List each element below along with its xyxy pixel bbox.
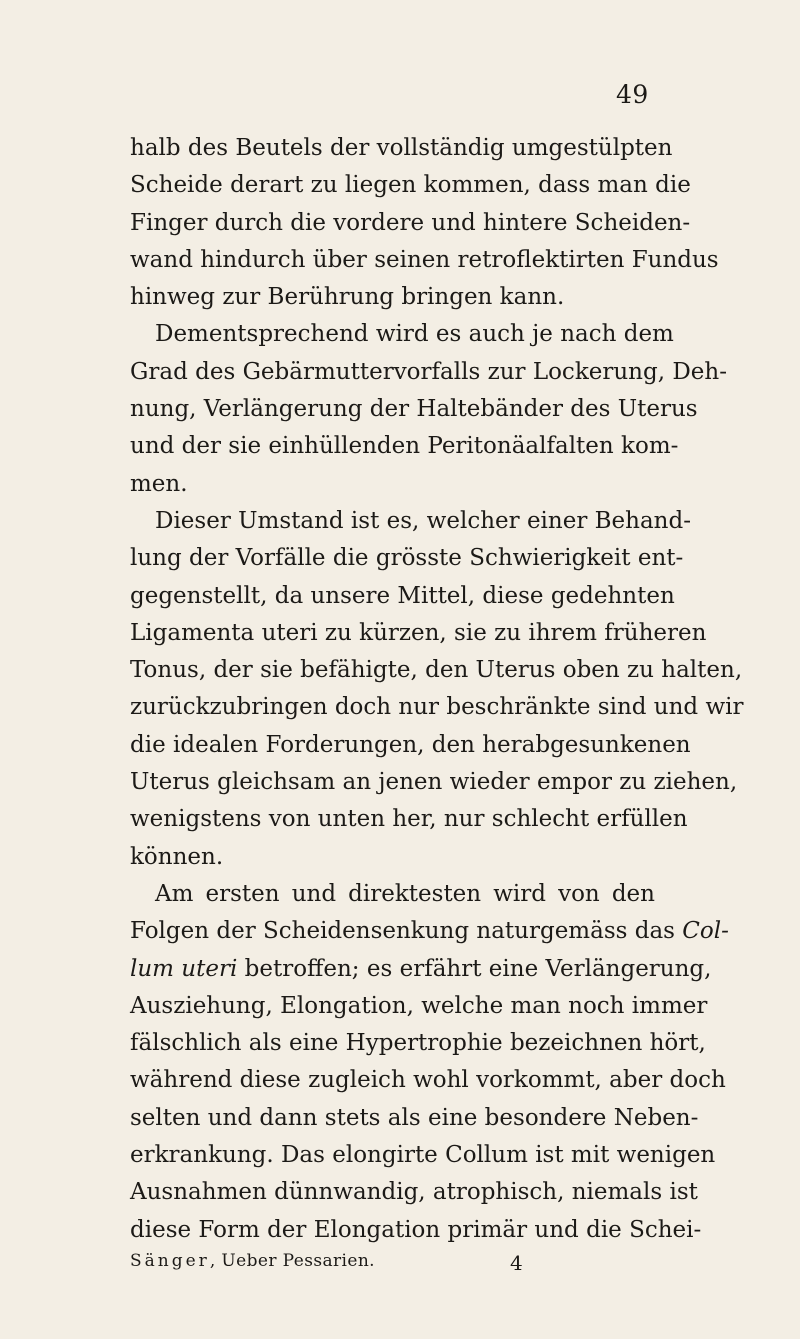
- line-text: Uterus gleichsam an jenen wieder empor zu ziehen,: [130, 769, 738, 796]
- text-line: [130, 988, 708, 1025]
- text-line: [130, 540, 684, 577]
- line-text: lung der Vorfälle die grösste Schwierigkeit ent-: [130, 545, 684, 572]
- line-text: wand hindurch über seinen retroflektirten Fundus: [130, 246, 719, 273]
- line-text: Grad des Gebärmuttervorfalls zur Lockerung, Deh-: [130, 358, 727, 385]
- text-line: [130, 913, 729, 950]
- line-text: diese Form der Elongation primär und die Schei-: [130, 1216, 702, 1243]
- text-line: [130, 279, 655, 316]
- text-line: [130, 428, 679, 465]
- text-line: [130, 652, 743, 689]
- footer-signature-line: [130, 1251, 375, 1271]
- text-line: [130, 839, 655, 876]
- line-text: Finger durch die vordere und hintere Scheiden-: [130, 209, 691, 236]
- line-text: Scheide derart zu liegen kommen, dass man die: [130, 172, 691, 199]
- text-line: [130, 466, 655, 503]
- text-line: [130, 727, 691, 764]
- text-line: [130, 1212, 702, 1249]
- line-text: betroffen; es erfährt eine Verlängerung,: [237, 955, 712, 982]
- line-text: können.: [130, 843, 224, 870]
- line-text: gegenstellt, da unsere Mittel, diese gedehnten: [130, 582, 675, 609]
- line-text: Folgen der Scheidensenkung naturgemäss das: [130, 918, 683, 945]
- line-text: fälschlich als eine Hypertrophie bezeichnen hört,: [130, 1030, 706, 1057]
- text-line: [130, 578, 675, 615]
- text-line: [130, 503, 691, 540]
- line-text: hinweg zur Berührung bringen kann.: [130, 284, 565, 311]
- line-text: halb des Beutels der vollständig umgestülpten: [130, 135, 673, 161]
- italic-text: lum uteri: [130, 955, 238, 982]
- page-number: 49: [616, 80, 649, 109]
- text-line: [130, 167, 691, 204]
- text-line: [130, 316, 674, 353]
- text-line: [130, 801, 688, 838]
- line-text: wenigstens von unten her, nur schlecht erfüllen: [130, 806, 688, 833]
- footer-title: , Ueber Pessarien.: [209, 1251, 375, 1271]
- line-text: Dementsprechend wird es auch je nach dem: [155, 321, 674, 348]
- sheet-signature: 4: [510, 1251, 523, 1275]
- line-text: nung, Verlängerung der Haltebänder des Uterus: [130, 396, 698, 423]
- text-line: [130, 1100, 699, 1137]
- italic-text: Col-: [682, 918, 729, 945]
- text-line: [130, 764, 738, 801]
- text-line: [130, 615, 707, 652]
- text-line: [130, 391, 698, 428]
- line-text: Tonus, der sie befähigte, den Uterus oben zu halten,: [130, 657, 743, 684]
- text-line: [130, 951, 712, 988]
- line-text: men.: [130, 470, 188, 497]
- line-text: Dieser Umstand ist es, welcher einer Behand-: [155, 507, 691, 534]
- line-text: Ausziehung, Elongation, welche man noch immer: [130, 992, 708, 1019]
- line-text: Am ersten und direktesten wird von den: [155, 880, 655, 907]
- line-text: Ausnahmen dünnwandig, atrophisch, niemals ist: [130, 1179, 698, 1206]
- line-text: zurückzubringen doch nur beschränkte sind und wir: [130, 694, 744, 721]
- text-line: [130, 205, 691, 242]
- text-line: [130, 354, 727, 391]
- text-line: [130, 242, 719, 279]
- body-text: [130, 130, 744, 1249]
- line-text: Ligamenta uteri zu kürzen, sie zu ihrem früheren: [130, 619, 707, 646]
- line-text: erkrankung. Das elongirte Collum ist mit wenigen: [130, 1142, 716, 1169]
- footer-author: Sänger: [130, 1251, 210, 1271]
- line-text: während diese zugleich wohl vorkommt, aber doch: [130, 1067, 726, 1094]
- text-line: [130, 689, 744, 726]
- line-text: die idealen Forderungen, den herabgesunkenen: [130, 731, 691, 758]
- line-text: und der sie einhüllenden Peritonäalfalten kom-: [130, 433, 679, 460]
- text-line: [130, 1062, 726, 1099]
- text-line: [130, 1174, 698, 1211]
- text-line: [130, 876, 655, 913]
- text-line: [130, 1137, 716, 1174]
- text-line: [130, 130, 673, 167]
- text-line: [130, 1025, 706, 1062]
- line-text: selten und dann stets als eine besondere Neben-: [130, 1104, 699, 1131]
